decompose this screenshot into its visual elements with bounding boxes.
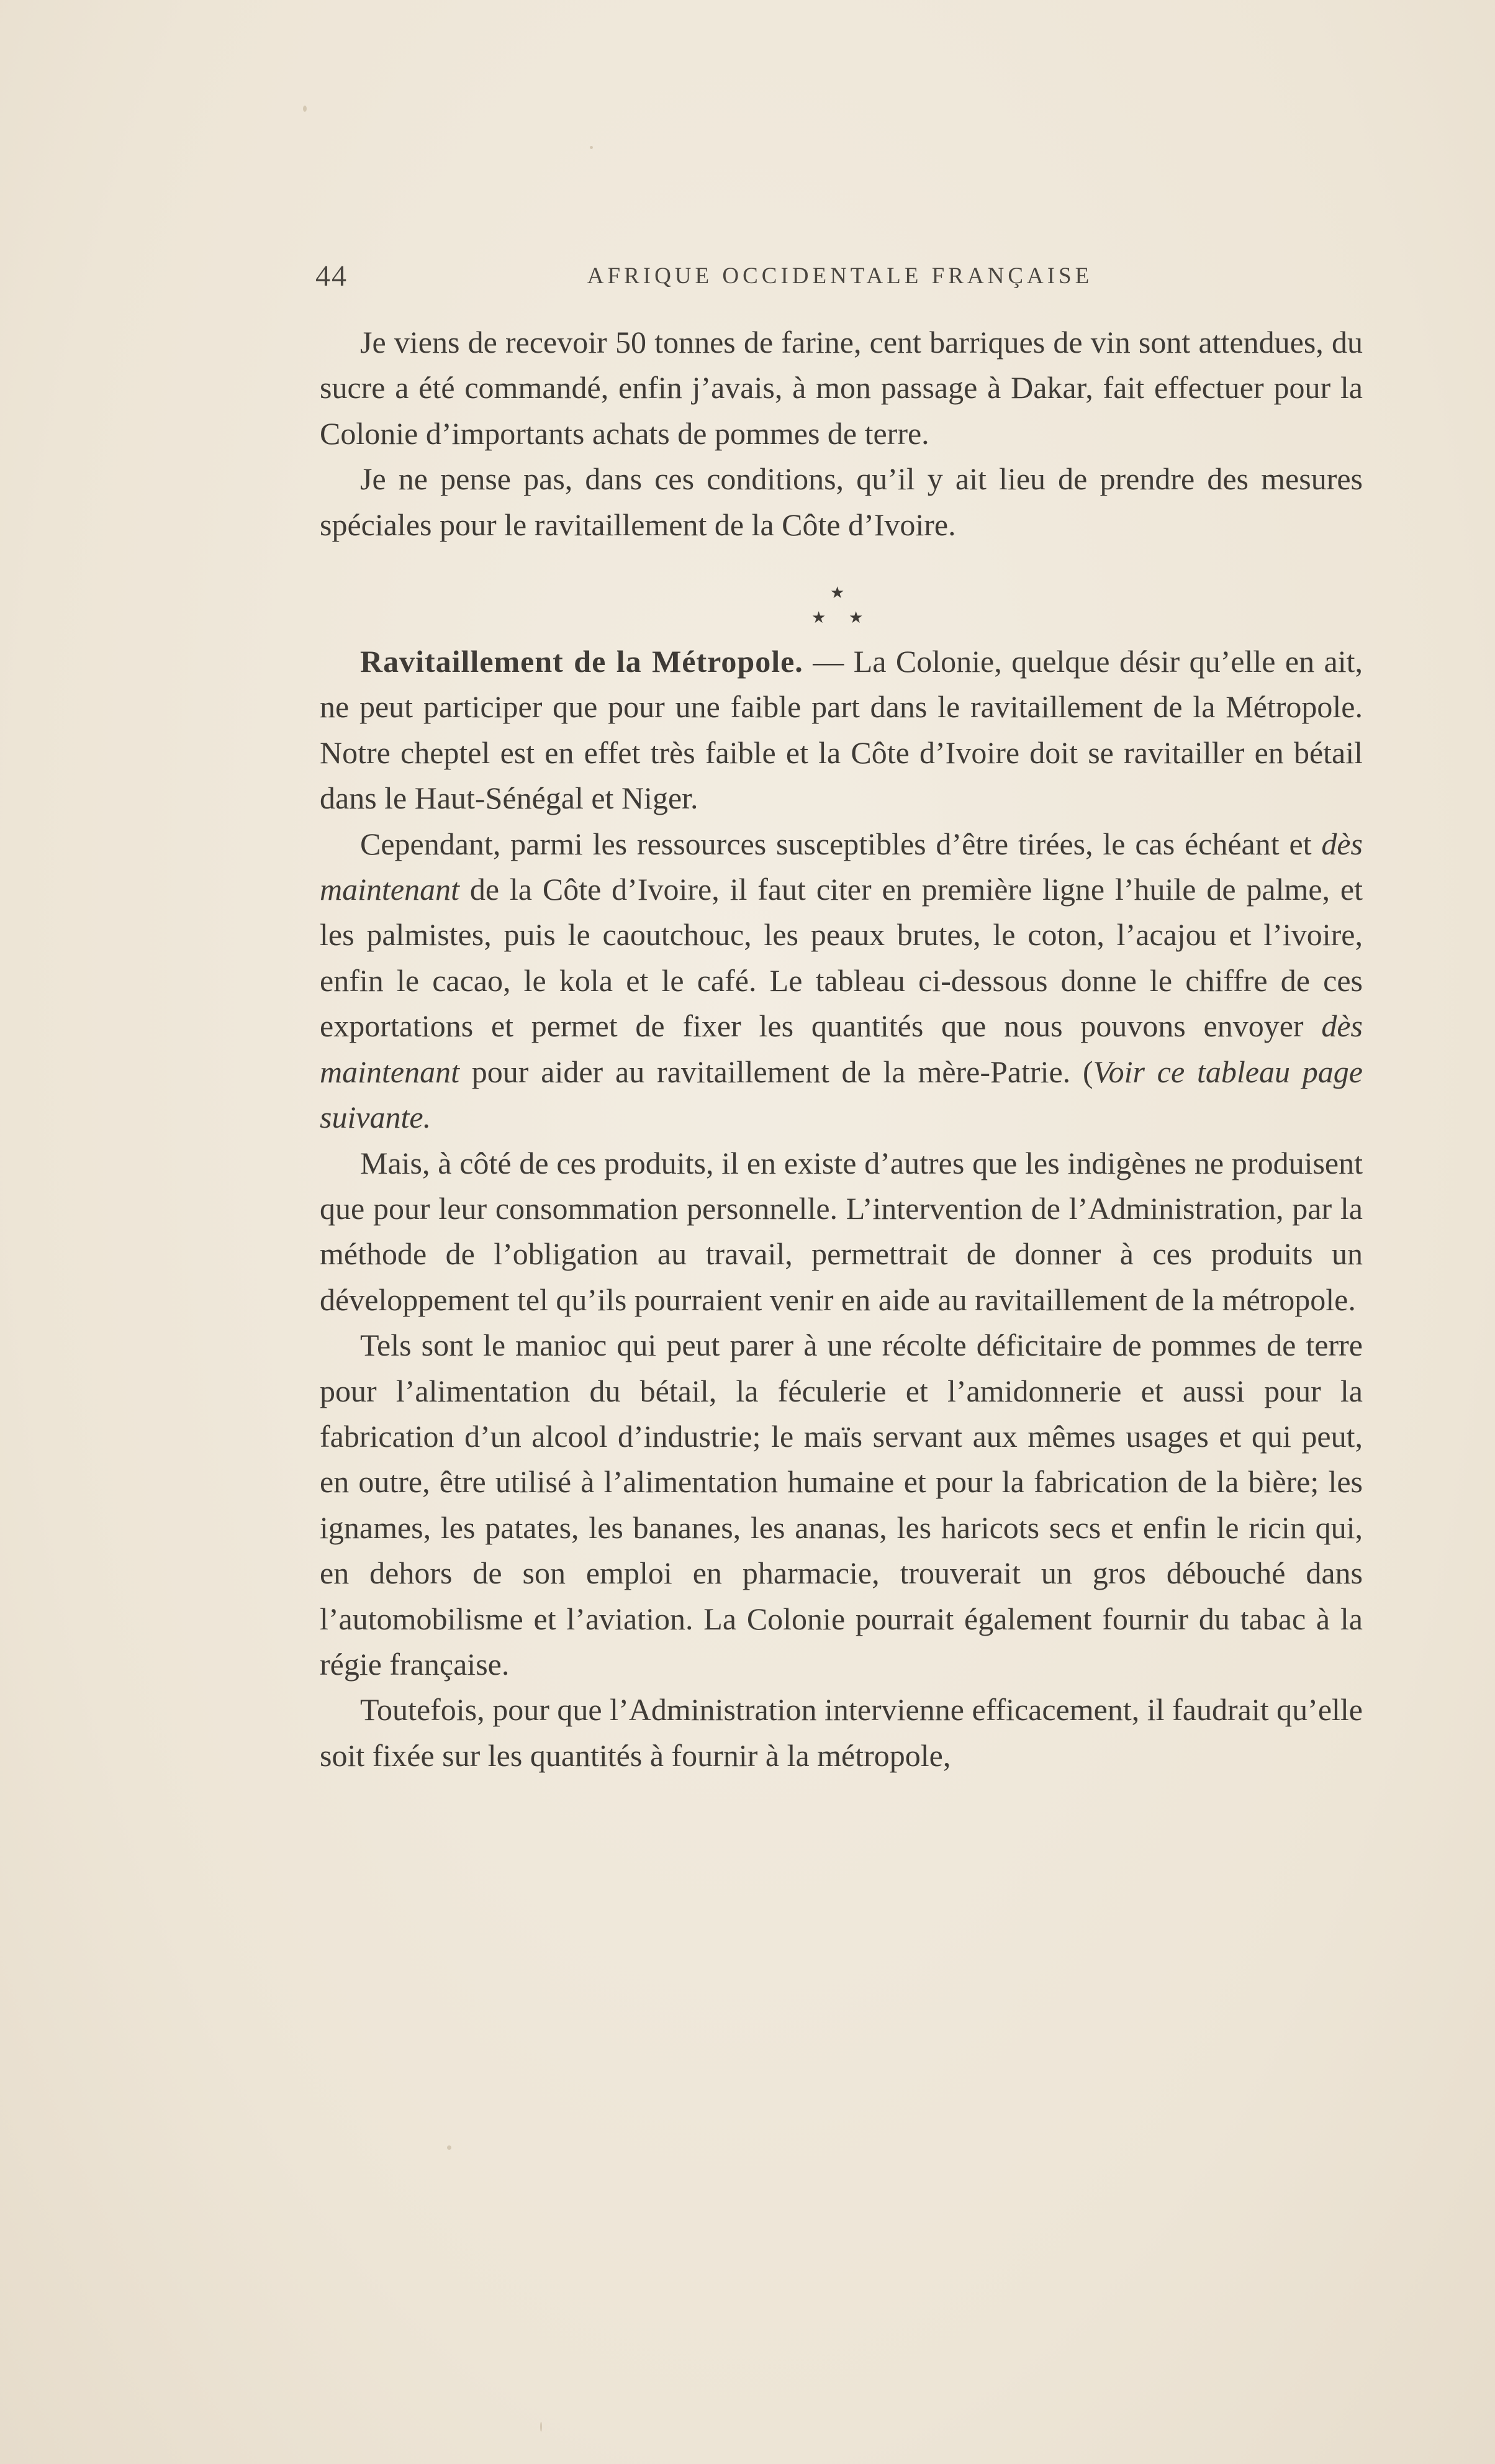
- paper-speck: [447, 2145, 451, 2150]
- paragraph-3-text: — La Colonie, quelque désir qu’elle en ait, ne peut participer que pour une faible part dans le ravitaillement de la Métropole. Notre cheptel est en effet très faible et la Côte d’Ivoire doit se ravitailler en bétail dans le Haut-Sénégal et Niger.: [320, 644, 1363, 816]
- separator-star-left: ★: [811, 609, 826, 627]
- page-header: [315, 251, 1365, 301]
- paragraph-3: [320, 639, 1363, 822]
- paragraph-2: Je ne pense pas, dans ces conditions, qu’il y ait lieu de prendre des mesures spéciales pour le ravitaillement de la Côte d’Ivoire.: [320, 461, 1363, 542]
- running-title: AFRIQUE OCCIDENTALE FRANÇAISE: [587, 263, 1093, 289]
- section-separator: [320, 548, 1363, 639]
- emphasis-des-maintenant-2: dès maintenant: [320, 1008, 1363, 1089]
- paper-speck: [590, 146, 593, 149]
- paragraph-6: Tels sont le manioc qui peut parer à une récolte déficitaire de pommes de terre pour l’alimentation du bétail, la féculerie et l’amidonnerie et aussi pour la fabrication d’un alcool d’industrie; le maïs servant aux mêmes usages et qui peut, en outre, être utilisé à l’alimentation humaine et pour la fabrication de la bière; les ignames, les patates, les bananes, les ananas, les haricots secs et enfin le ricin qui, en dehors de son emploi en pharmacie, trouverait un gros débouché dans l’automobilisme et l’aviation. La Colonie pourrait également fournir du tabac à la régie française.: [320, 1328, 1363, 1682]
- separator-star-top: ★: [830, 584, 845, 602]
- paper-speck: [540, 2422, 542, 2432]
- emphasis-des-maintenant-1: dès maintenant: [320, 826, 1363, 907]
- paragraph-4-part-a: Cependant, parmi les ressources susceptibles d’être tirées, le cas échéant et: [360, 826, 1322, 861]
- body-text: [320, 320, 1363, 1778]
- paragraph-7: Toutefois, pour que l’Administration intervienne efficacement, il faudrait qu’elle soit fixée sur les quantités à fournir à la métropole,: [320, 1692, 1363, 1773]
- paragraph-5: Mais, à côté de ces produits, il en existe d’autres que les indigènes ne produisent que pour leur consommation personnelle. L’intervention de l’Administration, par la méthode de l’obligation au travail, permettrait de donner à ces produits un développement tel qu’ils pourraient venir en aide au ravitaillement de la métropole.: [320, 1145, 1363, 1317]
- paragraph-1: Je viens de recevoir 50 tonnes de farine, cent barriques de vin sont attendues, du sucre a été commandé, enfin j’avais, à mon passage à Dakar, fait effectuer pour la Colonie d’importants achats de pommes de terre.: [320, 325, 1363, 451]
- paragraph-4-part-b: de la Côte d’Ivoire, il faut citer en première ligne l’huile de palme, et les palmistes, puis le caoutchouc, les peaux brutes, le coton, l’acajou et l’ivoire, enfin le cacao, le kola et le café. Le tableau ci-dessous donne le chiffre de ces exportations et permet de fixer les quantités que nous pouvons envoyer: [320, 872, 1363, 1044]
- paper-speck: [303, 106, 307, 112]
- section-heading: Ravitaillement de la Métropole.: [360, 644, 803, 679]
- paragraph-4-part-c: pour aider au ravitaillement de la mère-Patrie. (: [459, 1054, 1093, 1089]
- separator-star-right: ★: [849, 609, 864, 627]
- page-number: 44: [315, 260, 348, 292]
- emphasis-see-table: Voir ce tableau page suivante.: [320, 1054, 1363, 1135]
- paragraph-4: [320, 822, 1363, 1141]
